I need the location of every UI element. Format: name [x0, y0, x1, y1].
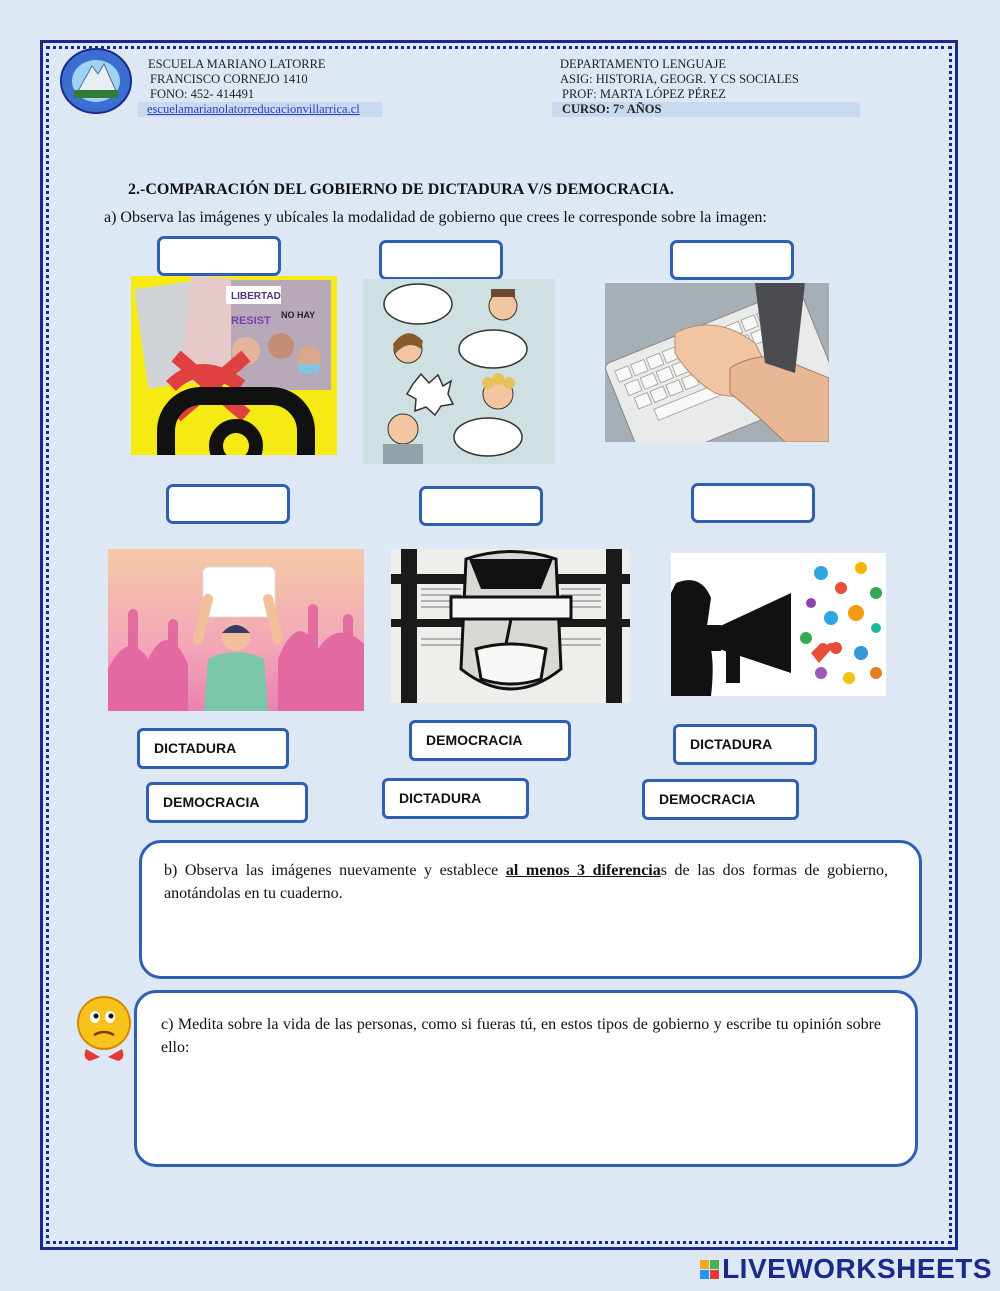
department: DEPARTAMENTO LENGUAJE [560, 57, 726, 71]
poster-no-hay: NO HAY [281, 310, 316, 320]
answer-slot-4[interactable] [166, 484, 290, 524]
brand-name: LIVEWORKSHEETS [722, 1253, 992, 1284]
word-democracia-3[interactable]: DEMOCRACIA [642, 779, 799, 820]
word-democracia-1[interactable]: DEMOCRACIA [409, 720, 571, 761]
question-c-text: c) Medita sobre la vida de las personas, como si fueras tú, en estos tipos de gobierno y escribe tu opinión sobre ello: [161, 1016, 881, 1056]
section-title: 2.-COMPARACIÓN DEL GOBIERNO DE DICTADURA V/S DEMOCRACIA. [128, 181, 674, 198]
thinking-smiley-icon [72, 993, 136, 1065]
image-censorship-collage [131, 276, 337, 455]
teacher: PROF: MARTA LÓPEZ PÉREZ [562, 87, 726, 101]
school-website-link[interactable]: escuelamarianolatorreducacionvillarrica.cl [147, 102, 360, 116]
answer-slot-6[interactable] [691, 483, 815, 523]
answer-slot-3[interactable] [670, 240, 794, 280]
word-dictadura-1[interactable]: DICTADURA [137, 728, 289, 769]
image-dialogue-people [363, 279, 555, 464]
image-keyboard-hand-grab [605, 283, 829, 442]
word-dictadura-3[interactable]: DICTADURA [382, 778, 529, 819]
question-c-panel[interactable] [134, 990, 918, 1167]
answer-slot-5[interactable] [419, 486, 543, 526]
answer-slot-2[interactable] [379, 240, 503, 280]
instruction-a: a) Observa las imágenes y ubícales la modalidad de gobierno que crees le corresponde sobre la imagen: [104, 209, 767, 226]
word-democracia-2[interactable]: DEMOCRACIA [146, 782, 308, 823]
live-badge-icon [700, 1260, 719, 1279]
image-protester-sign [108, 549, 364, 711]
question-b-text: b) Observa las imágenes nuevamente y establece al menos 3 diferencias de las dos formas de gobierno, anotándolas en tu cuaderno. [164, 862, 888, 902]
word-dictadura-2[interactable]: DICTADURA [673, 724, 817, 765]
liveworksheets-logo[interactable] [700, 1253, 992, 1285]
school-name: ESCUELA MARIANO LATORRE [148, 57, 326, 71]
image-megaphone-social [671, 553, 886, 696]
image-censored-face [391, 549, 630, 703]
course: CURSO: 7° AÑOS [552, 102, 860, 117]
poster-resist: RESIST [231, 315, 271, 327]
school-logo-icon [58, 46, 134, 116]
school-phone: FONO: 452- 414491 [150, 87, 255, 101]
school-address: FRANCISCO CORNEJO 1410 [150, 72, 308, 86]
poster-libertad: LIBERTAD [231, 291, 281, 302]
question-b-panel[interactable] [139, 840, 922, 979]
answer-slot-1[interactable] [157, 236, 281, 276]
subject: ASIG: HISTORIA, GEOGR. Y CS SOCIALES [560, 72, 799, 86]
